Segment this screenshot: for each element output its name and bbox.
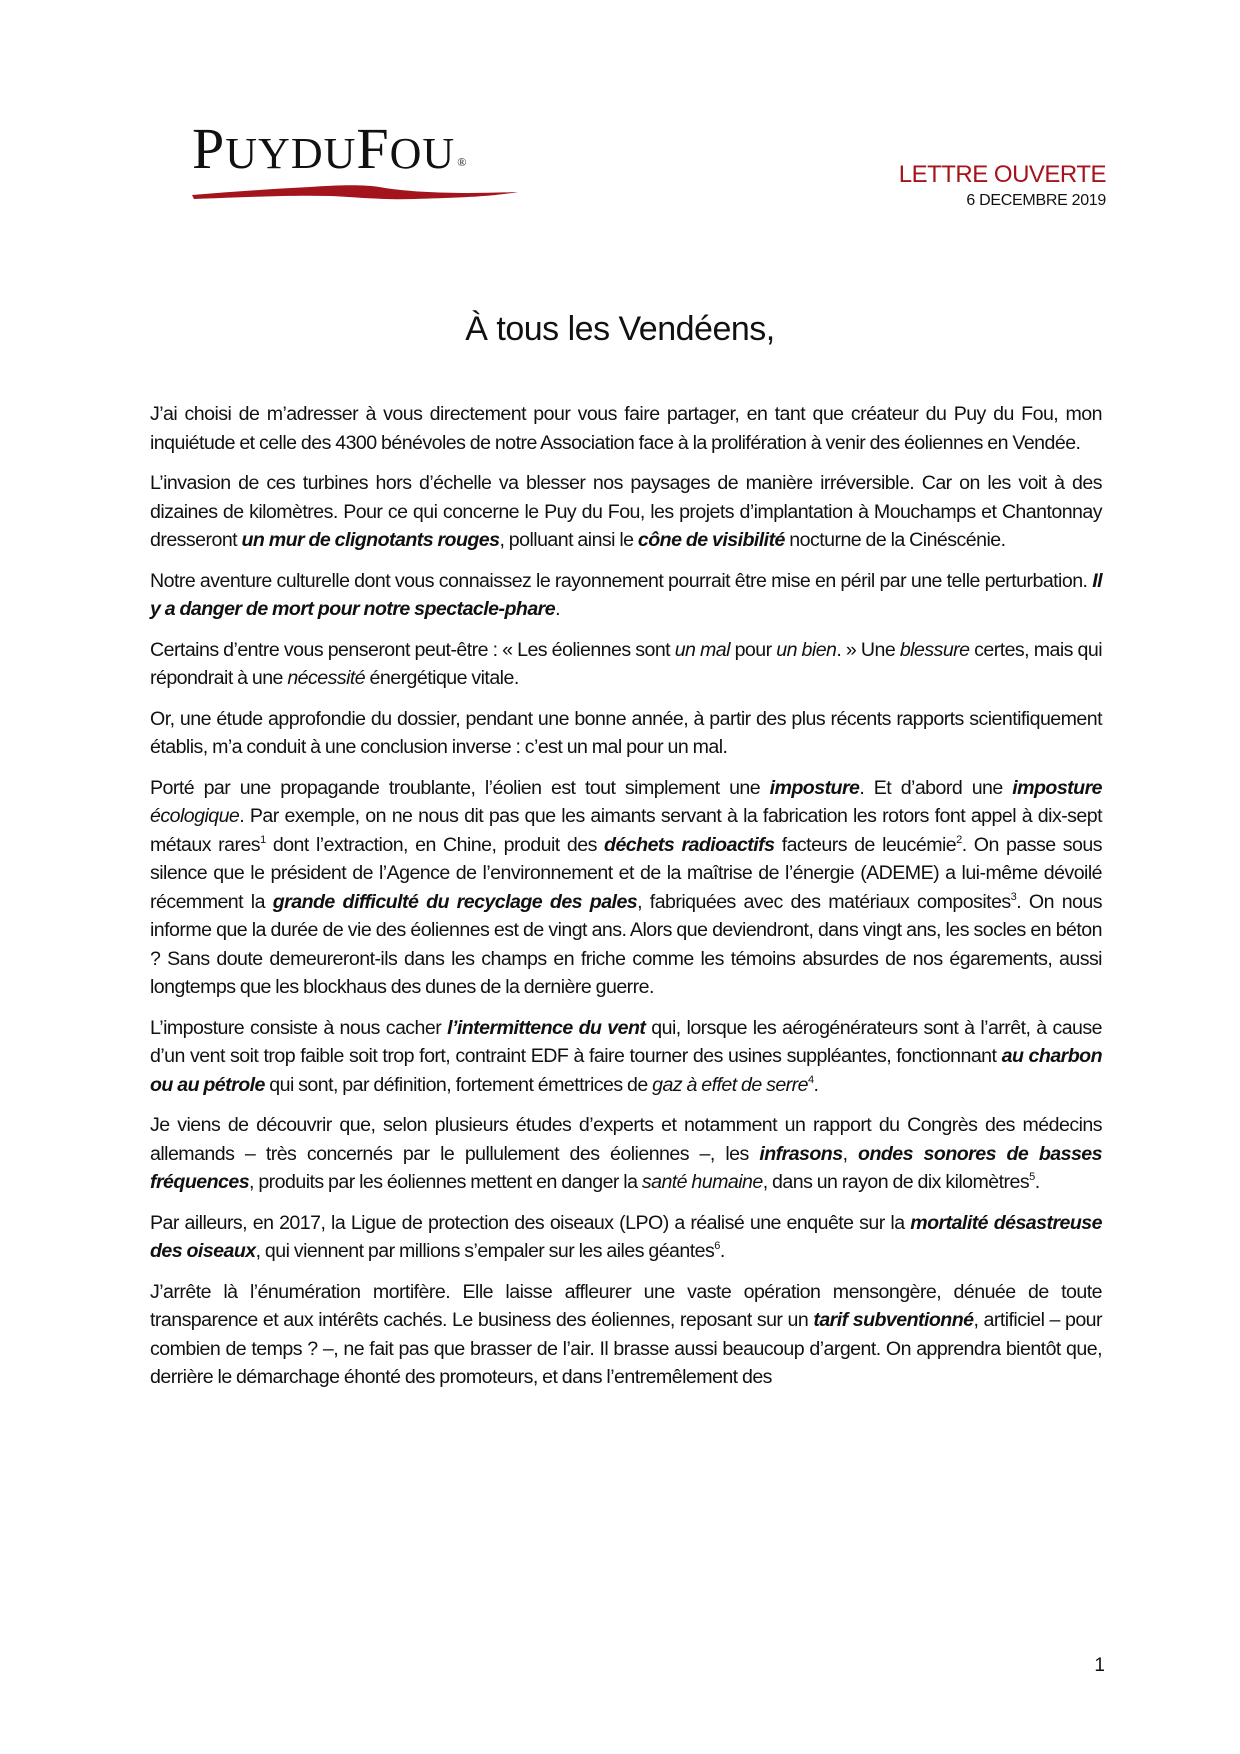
paragraph-text: , qui viennent par millions s’empaler sur les ailes géantes (255, 1240, 715, 1262)
emphasis-text: imposture (769, 776, 860, 799)
paragraph-text: . (813, 1073, 819, 1096)
paragraph-text: L’imposture consiste à nous cacher (150, 1016, 448, 1039)
paragraph-text: . On nous informe que la durée de vie des éoliennes est de vingt ans. Alors que deviendront, dans vingt ans, les socles en béton ? Sans doute demeureront-ils dans les champs en friche comme les témoins absurdes de nos égarements, aussi longtemps que les blockhaus des dunes de la dernière guerre. (150, 890, 1102, 998)
paragraph-text: dont l’extraction, en Chine, produit des (265, 833, 605, 856)
italic-text: nécessité (287, 667, 366, 689)
letter-header (899, 160, 1106, 212)
emphasis-text: déchets radioactifs (604, 833, 775, 856)
paragraph-text: certes, mais qui répondrait à une (150, 638, 1102, 689)
body-paragraph (150, 705, 1102, 762)
paragraph-text: Notre aventure culturelle dont vous connaissez le rayonnement pourrait être mise en péril par une telle perturbation. (150, 569, 1093, 592)
footnote-reference: 1 (260, 833, 266, 846)
emphasis-text: Il y a danger de mort pour notre spectacle-phare (150, 569, 1102, 620)
paragraph-text: Porté par une propagande troublante, l’éolien est tout simplement une (150, 776, 770, 799)
paragraph-text: pour (729, 638, 777, 661)
paragraph-text: . On passe sous silence que le président de l’Agence de l’environnement et de la maîtrise de l’énergie (ADEME) a lui-même dévoilé récemment la (150, 833, 1102, 913)
logo-letters: F (356, 116, 390, 181)
body-paragraph (150, 1209, 1102, 1266)
letter-body (150, 400, 1102, 1392)
emphasis-text: tarif subventionné (813, 1309, 974, 1331)
paragraph-text: J’ai choisi de m’adresser à vous directement pour vous faire partager, en tant que créateur du Puy du Fou, mon inquiétude et celle des 4300 bénévoles de notre Association face à la prolifération à venir des éoliennes en Vendée. (150, 403, 1102, 454)
body-paragraph (150, 774, 1102, 1002)
italic-text: blessure (899, 638, 970, 661)
paragraph-text: Par ailleurs, en 2017, la Ligue de protection des oiseaux (LPO) a réalisé une enquête sur la (150, 1211, 911, 1234)
paragraph-text: , polluant ainsi le (499, 529, 638, 551)
letter-date: 6 DECEMBRE 2019 (966, 192, 1106, 209)
paragraph-text: . Et d’abord une (859, 776, 1013, 799)
italic-text: un mal (674, 638, 730, 661)
body-paragraph (150, 469, 1102, 555)
emphasis-text: l’intermittence du vent (447, 1016, 646, 1039)
paragraph-text: . Par exemple, on ne nous dit pas que les aimants servant à la fabrication les rotors font appel à dix-sept métaux rares (150, 805, 1102, 856)
paragraph-text: , dans un rayon de dix kilomètres (762, 1171, 1030, 1193)
body-paragraph (150, 400, 1102, 457)
paragraph-text: . » Une (836, 638, 900, 661)
emphasis-text: imposture (1012, 776, 1103, 799)
registered-trademark-icon: ® (457, 155, 468, 169)
footnote-reference: 5 (1029, 1171, 1035, 1183)
italic-text: gaz à effet de serre (652, 1073, 808, 1096)
body-paragraph (150, 1278, 1102, 1392)
logo-letters: OU (389, 129, 456, 178)
footnote-reference: 4 (807, 1073, 814, 1086)
paragraph-text: qui sont, par définition, fortement émettrices de (264, 1073, 653, 1096)
body-paragraph (150, 1014, 1102, 1100)
paragraph-text: , produits par les éoliennes mettent en danger la (249, 1171, 642, 1193)
body-paragraph (150, 636, 1102, 693)
emphasis-text: au charbon ou au pétrole (150, 1045, 1102, 1096)
footnote-reference: 2 (956, 833, 962, 846)
paragraph-text: , (842, 1142, 859, 1165)
emphasis-text: infrasons (759, 1142, 843, 1165)
puy-du-fou-logo (190, 118, 530, 208)
letter-type: LETTRE OUVERTE (898, 161, 1106, 188)
paragraph-text: Je viens de découvrir que, selon plusieurs études d’experts et notamment un rapport du Congrès des médecins allemands – très concernés par le pullulement des éoliennes –, les (150, 1114, 1102, 1165)
paragraph-text: . (555, 598, 561, 620)
footnote-reference: 3 (1010, 890, 1017, 903)
page-number: 1 (1094, 1655, 1105, 1676)
paragraph-text: L’invasion de ces turbines hors d’échelle va blesser nos paysages de manière irréversible. Car on les voit à des dizaines de kilomètres. Pour ce qui concerne le Puy du Fou, les projets d’implantation à Mouchamps et Chantonnay dresseront (150, 472, 1102, 551)
logo-brush-stroke (190, 180, 520, 204)
logo-letters: P (192, 116, 226, 181)
paragraph-text: , fabriquées avec des matériaux composites (637, 890, 1011, 913)
paragraph-text: , artificiel – pour combien de temps ? –, ne fait pas que brasser de l’air. Il brasse aussi beaucoup d’argent. On apprendra bientôt que, derrière le démarchage éhonté des promoteurs, et dans l’entremêlement des (150, 1309, 1103, 1388)
emphasis-text: cône de visibilité (637, 529, 785, 551)
paragraph-text: J’arrête là l’énumération mortifère. Elle laisse affleurer une vaste opération mensongère, dénuée de toute transparence et aux intérêts cachés. Le business des éoliennes, reposant sur un (150, 1280, 1102, 1331)
body-paragraph (150, 567, 1102, 624)
paragraph-text: Certains d’entre vous penseront peut-être : « Les éoliennes sont (150, 638, 675, 661)
paragraph-text: énergétique vitale. (365, 667, 519, 689)
emphasis-text: mortalité désastreuse des oiseaux (150, 1211, 1103, 1262)
paragraph-text: . (719, 1240, 725, 1262)
paragraph-text: nocturne de la Cinéscénie. (784, 529, 1006, 551)
paragraph-text: facteurs de leucémie (774, 833, 957, 856)
italic-text: un bien (776, 638, 837, 661)
logo-letters: DU (290, 129, 357, 178)
paragraph-text: . (1034, 1171, 1040, 1193)
emphasis-text: ondes sonores de basses fréquences (150, 1142, 1102, 1193)
paragraph-text: qui, lorsque les aérogénérateurs sont à l’arrêt, à cause d’un vent soit trop faible soit trop fort, contraint EDF à faire tourner des usines suppléantes, fonctionnant (150, 1016, 1102, 1067)
italic-text: écologique (150, 805, 240, 827)
paragraph-text: Or, une étude approfondie du dossier, pendant une bonne année, à partir des plus récents rapports scientifiquement établis, m’a conduit à une conclusion inverse : c’est un mal pour un mal. (150, 707, 1102, 758)
body-paragraph (150, 1111, 1102, 1197)
emphasis-text: grande difficulté du recyclage des pales (272, 890, 638, 913)
logo-letters: UY (225, 129, 291, 178)
italic-text: santé humaine (641, 1171, 763, 1193)
salutation-heading: À tous les Vendéens, (465, 310, 775, 348)
footnote-reference: 6 (714, 1240, 720, 1252)
emphasis-text: un mur de clignotants rouges (241, 529, 500, 551)
